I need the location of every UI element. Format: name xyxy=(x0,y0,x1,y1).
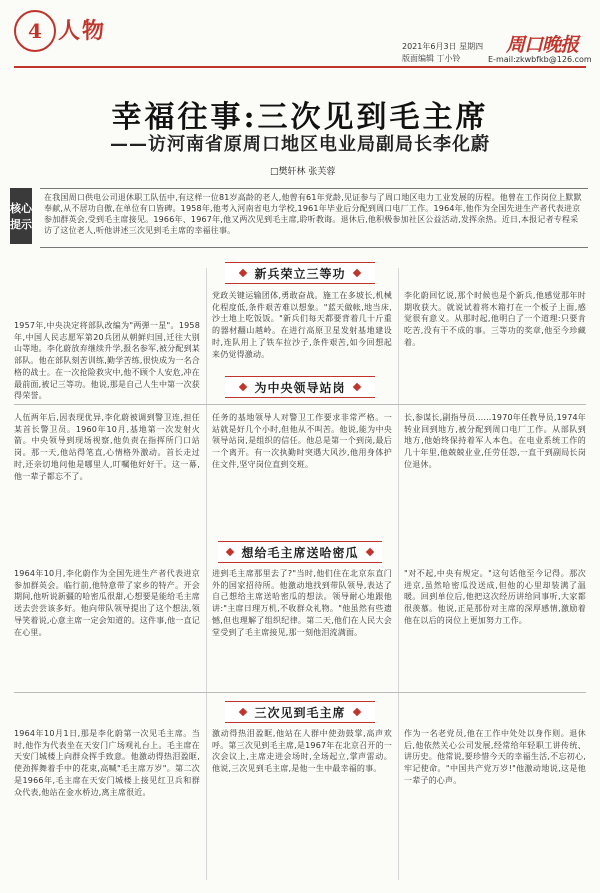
subhead-1: 新兵荣立三等功 xyxy=(225,262,375,284)
column-divider xyxy=(206,268,207,880)
column-divider xyxy=(398,268,399,880)
issue-date: 2021年6月3日 星期四 xyxy=(402,42,484,51)
lead-paragraph: 在我国周口供电公司退休职工队伍中,有这样一位81岁高龄的老人,他曾有61年党龄,见证参与了周口地区电力工业发展的历程。他曾在工作岗位上默默奉献,从不居功自傲,在单位有口皆碑。1958年,他考入河南省电力学校,1961年毕业后分配到周口电厂工作。1964年,他作为全国先进生产者代表进京参加群英会,受到毛主席接见。1966年、1967年,他又两次见到毛主席,聆听教诲。退休后,他积极参加社区公益活动,发挥余热。近日,本报记者专程采访了这位老人,听他讲述三次见到毛主席的幸福往事。 xyxy=(44,193,582,235)
article-byline: □樊轩林 张芙蓉 xyxy=(270,167,336,177)
subhead-2: 为中央领导站岗 xyxy=(225,376,375,398)
subhead-4: 三次见到毛主席 xyxy=(225,701,375,723)
body-column: 激动得热泪盈眶,他站在人群中使劲鼓掌,高声欢呼。第三次见到毛主席,是1967年在北京召开的一次会议上,主席走进会场时,全场起立,掌声雷动。他说,三次见到毛主席,是他一生中最幸福的事。 xyxy=(212,729,392,774)
body-column: "对不起,中央有规定。"这句话他至今记得。那次进京,虽然哈密瓜没送成,但他的心里却装满了温暖。回到单位后,他把这次经历讲给同事听,大家都很羡慕。他说,正是那份对主席的深厚感情,激励着他在以后的岗位上更加努力工作。 xyxy=(404,569,586,625)
subhead-3: 想给毛主席送哈密瓜 xyxy=(218,541,382,563)
newspaper-logo: 周口晚报 xyxy=(506,34,579,56)
body-column: 进到毛主席那里去了?"当时,他们住在北京东直门外的国家招待所。他激动地找到带队领导,表达了自己想给主席送哈密瓜的想法。领导耐心地跟他讲:"主席日理万机,不收群众礼物。"他虽然有些遗憾,但也理解了组织纪律。第二天,他们在人民大会堂受到了毛主席接见,那一刻他泪流满面。 xyxy=(212,569,392,637)
body-column: 1957年,中央决定将部队改编为"两弹一星"。1958年,中国人民志愿军第20兵团从朝鲜归国,迁往大别山等地。李化蔚放弃继续升学,报名参军,被分配到某部队。他在部队刻苦训练,勤学苦练,很快成为一名合格的战士。在一次抢险救灾中,他不顾个人安危,冲在最前面,被记三等功。他说,那是自己人生中第一次获得荣誉。 xyxy=(14,321,200,400)
section-divider xyxy=(14,692,586,693)
body-column: 李化蔚回忆说,那个时候也是个新兵,他感觉那年时期收获大。就说试着将木箱打在一个板子上面,感觉很有意义。从那时起,他明白了一个道理:只要肯吃苦,没有干不成的事。三等功的奖章,他至今珍藏着。 xyxy=(404,291,586,347)
body-column: 党政关键运输团体,勇敢奋战。施工在多坡长,机械化程度低,条件艰苦难以想象。"蓝天做帐,地当床,沙土地上吃饭饭。"新兵们每天都要背着几十斤重的器材翻山越岭。在进行高原卫星发射基地建设时,连队用上了铁车拉沙子,条件艰苦,如今回想起来仍觉得激动。 xyxy=(212,291,392,359)
section-title: 人物 xyxy=(58,18,107,44)
body-column: 1964年10月1日,那是李化蔚第一次见毛主席。当时,他作为代表坐在天安门广场观礼台上。毛主席在天安门城楼上向群众挥手致意。他激动得热泪盈眶,使劲挥舞着手中的花束,高喊"毛主席万岁"。第二次是1966年,毛主席在天安门城楼上接见红卫兵和群众代表,他站在金水桥边,离主席很近。 xyxy=(14,729,200,797)
article-title: 幸福往事:三次见到毛主席 xyxy=(111,100,489,135)
body-column: 作为一名老党员,他在工作中处处以身作则。退休后,他依然关心公司发展,经常给年轻职工讲传统、讲历史。他常说,要珍惜今天的幸福生活,不忘初心,牢记使命。"中国共产党万岁!"他激动地说,这是他一辈子的心声。 xyxy=(404,729,586,785)
masthead-divider xyxy=(14,66,586,68)
body-column: 1964年10月,李化蔚作为全国先进生产者代表进京参加群英会。临行前,他特意带了家乡的特产。开会期间,他听说新疆的哈密瓜很甜,心想要是能给毛主席送去尝尝该多好。他向带队领导提出了这个想法,领导笑着说,心意主席一定会知道的。这件事,他一直记在心里。 xyxy=(14,569,200,637)
article-subtitle: ——访河南省原周口地区电业局副局长李化蔚 xyxy=(110,134,490,155)
section-divider xyxy=(14,404,586,405)
body-column: 长,参谋长,副指导员……1970年任教导员,1974年转业回到地方,被分配到周口电厂工作。从部队到地方,他始终保持着军人本色。在电业系统工作的几十年里,他兢兢业业,任劳任怨,一直干到副局长岗位退休。 xyxy=(404,413,586,469)
page-number-badge: 4 xyxy=(14,10,56,52)
body-column: 人伍两年后,因表现优异,李化蔚被调到警卫连,担任某首长警卫员。1960年10月,基地第一次发射火箭。中央领导到现场视察,他负责在指挥所门口站岗。那一天,他站得笔直,心情格外激动。首长走过时,还亲切地问他是哪里人,叮嘱他好好干。这一幕,他一辈子都忘不了。 xyxy=(14,413,200,481)
masthead xyxy=(0,0,600,66)
body-column: 任务的基地领导人对警卫工作要求非常严格。一站就是好几个小时,但他从不叫苦。他说,能为中央领导站岗,是组织的信任。他总是第一个到岗,最后一个离开。有一次执勤时突遇大风沙,他用身体护住文件,坚守岗位直到交班。 xyxy=(212,413,392,469)
page-editor: 版面编辑 丁小铃 xyxy=(402,54,461,63)
contact-email: E-mail:zkwbfkb@126.com xyxy=(488,55,592,64)
lead-tag: 核心提示 xyxy=(10,188,32,244)
